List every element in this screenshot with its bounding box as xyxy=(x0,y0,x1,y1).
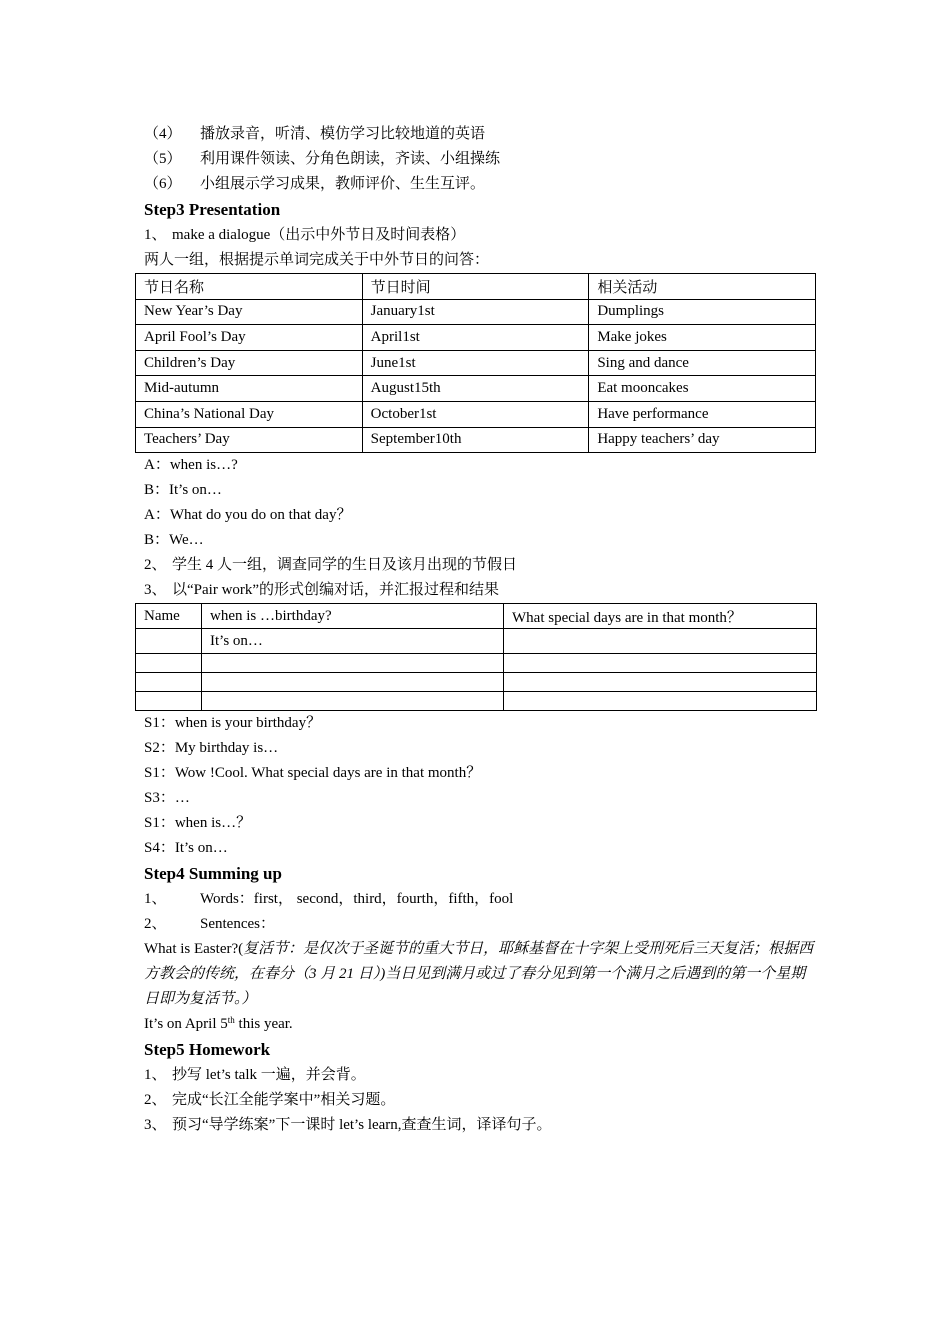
table-cell: China’s National Day xyxy=(136,401,363,427)
item-number: 3、 xyxy=(144,1117,167,1134)
table-cell: Happy teachers’ day xyxy=(589,427,816,453)
table-cell xyxy=(136,692,202,711)
dialogue-line: S1：Wow !Cool. What special days are in that month？ xyxy=(144,765,482,782)
item-number: 1、 xyxy=(144,227,167,243)
item-text: 播放录音，听清、模仿学习比较地道的英语 xyxy=(200,126,486,142)
table-cell: It’s on… xyxy=(202,629,504,654)
table-cell xyxy=(202,692,504,711)
table-cell: Dumplings xyxy=(589,299,816,325)
table-cell: Make jokes xyxy=(589,325,816,351)
item-number: （4） xyxy=(144,126,182,142)
table-cell: June1st xyxy=(362,350,589,376)
list-item xyxy=(144,172,816,197)
table-header-row xyxy=(136,604,817,629)
list-item xyxy=(144,147,816,172)
item-number: 2、 xyxy=(144,1092,167,1109)
table-cell xyxy=(202,673,504,692)
ordinal-suffix: th xyxy=(227,1015,235,1026)
item-text: 完成“长江全能学案中”相关习题。 xyxy=(172,1092,396,1109)
easter-answer-end: this year. xyxy=(234,1016,293,1033)
table-row xyxy=(136,350,816,376)
item-text: Sentences： xyxy=(200,916,275,933)
table-cell xyxy=(136,673,202,692)
table-header-cell: Name xyxy=(136,604,202,629)
list-item xyxy=(144,912,816,937)
table-row xyxy=(136,692,817,711)
table-cell xyxy=(504,629,817,654)
table-header-row xyxy=(136,274,816,300)
table-cell xyxy=(504,692,817,711)
list-item xyxy=(144,578,816,603)
table-row xyxy=(136,427,816,453)
item-number: （6） xyxy=(144,176,182,192)
table-cell xyxy=(202,654,504,673)
table-cell: April Fool’s Day xyxy=(136,325,363,351)
dialogue-line: A：What do you do on that day？ xyxy=(144,507,352,524)
easter-answer xyxy=(144,1012,816,1037)
step4-heading: Step4 Summing up xyxy=(144,864,282,884)
item-text: make a dialogue（出示中外节日及时间表格） xyxy=(172,227,466,243)
dialogue-line: S4：It’s on… xyxy=(144,840,228,857)
table-cell: Sing and dance xyxy=(589,350,816,376)
item-number: （5） xyxy=(144,151,182,167)
table-cell xyxy=(504,654,817,673)
table-header-cell: What special days are in that month？ xyxy=(504,604,817,629)
item-number: 1、 xyxy=(144,891,167,908)
list-item xyxy=(144,122,816,147)
table-cell: New Year’s Day xyxy=(136,299,363,325)
table-cell: Mid-autumn xyxy=(136,376,363,402)
list-item xyxy=(144,1088,816,1113)
table-cell xyxy=(504,673,817,692)
table-cell: Children’s Day xyxy=(136,350,363,376)
table-row xyxy=(136,376,816,402)
easter-note: 复活节：是仅次于圣诞节的重大节日，耶稣基督在十字架上受刑死后三天复活；根据西方教会的传统，在春分（3 月 21 日） xyxy=(144,941,814,983)
table-cell: October1st xyxy=(362,401,589,427)
table-cell: April1st xyxy=(362,325,589,351)
table-row xyxy=(136,401,816,427)
item-number: 2、 xyxy=(144,557,167,574)
item-number: 1、 xyxy=(144,1067,167,1084)
easter-question: What is Easter?( xyxy=(144,941,244,958)
dialogue-line: B：It’s on… xyxy=(144,482,222,499)
item-text: 以“Pair work”的形式创编对话，并汇报过程和结果 xyxy=(172,582,500,599)
table-header-cell: when is …birthday? xyxy=(202,604,504,629)
table-row xyxy=(136,325,816,351)
list-item xyxy=(144,1113,816,1138)
item-number: 3、 xyxy=(144,582,167,599)
list-item xyxy=(144,223,816,248)
table-cell xyxy=(136,629,202,654)
easter-paragraph xyxy=(144,937,816,1012)
item-text: Words：first， second，third，fourth，fifth，fool xyxy=(200,891,514,908)
easter-answer-text: It’s on April 5 xyxy=(144,1016,228,1033)
item-number: 2、 xyxy=(144,916,167,933)
table-row xyxy=(136,673,817,692)
table-cell xyxy=(136,654,202,673)
easter-note-end: )当日见到满月或过了春分见到第一个满月之后遇到的第一个星期日即为复活节。） xyxy=(144,966,806,1008)
item-text: 抄写 let’s talk 一遍，并会背。 xyxy=(172,1067,366,1084)
festival-table xyxy=(135,273,816,453)
table-row xyxy=(136,299,816,325)
table-cell: Eat mooncakes xyxy=(589,376,816,402)
pair-work-table xyxy=(135,603,817,711)
paragraph: 两人一组，根据提示单词完成关于中外节日的问答： xyxy=(144,252,490,268)
list-item xyxy=(144,553,816,578)
item-text: 利用课件领读、分角色朗读，齐读、小组操练 xyxy=(200,151,501,167)
dialogue-line: B：We… xyxy=(144,532,204,549)
table-header-cell: 节日名称 xyxy=(136,274,363,300)
dialogue-line: A：when is…? xyxy=(144,457,238,474)
table-row xyxy=(136,654,817,673)
table-header-cell: 节日时间 xyxy=(362,274,589,300)
table-cell: Teachers’ Day xyxy=(136,427,363,453)
dialogue-line: S2：My birthday is… xyxy=(144,740,279,757)
document-page xyxy=(144,122,816,1138)
step3-heading: Step3 Presentation xyxy=(144,200,281,219)
table-cell: January1st xyxy=(362,299,589,325)
table-cell: Have performance xyxy=(589,401,816,427)
item-text: 预习“导学练案”下一课时 let’s learn,查查生词，译译句子。 xyxy=(172,1117,552,1134)
item-text: 小组展示学习成果，教师评价、生生互评。 xyxy=(200,176,486,192)
table-row xyxy=(136,629,817,654)
table-cell: August15th xyxy=(362,376,589,402)
list-item xyxy=(144,1063,816,1088)
dialogue-line: S3：… xyxy=(144,790,190,807)
dialogue-line: S1：when is…？ xyxy=(144,815,252,832)
item-text: 学生 4 人一组，调查同学的生日及该月出现的节假日 xyxy=(172,557,518,574)
list-item xyxy=(144,887,816,912)
table-cell: September10th xyxy=(362,427,589,453)
dialogue-line: S1：when is your birthday？ xyxy=(144,715,322,732)
step5-heading: Step5 Homework xyxy=(144,1040,271,1060)
table-header-cell: 相关活动 xyxy=(589,274,816,300)
